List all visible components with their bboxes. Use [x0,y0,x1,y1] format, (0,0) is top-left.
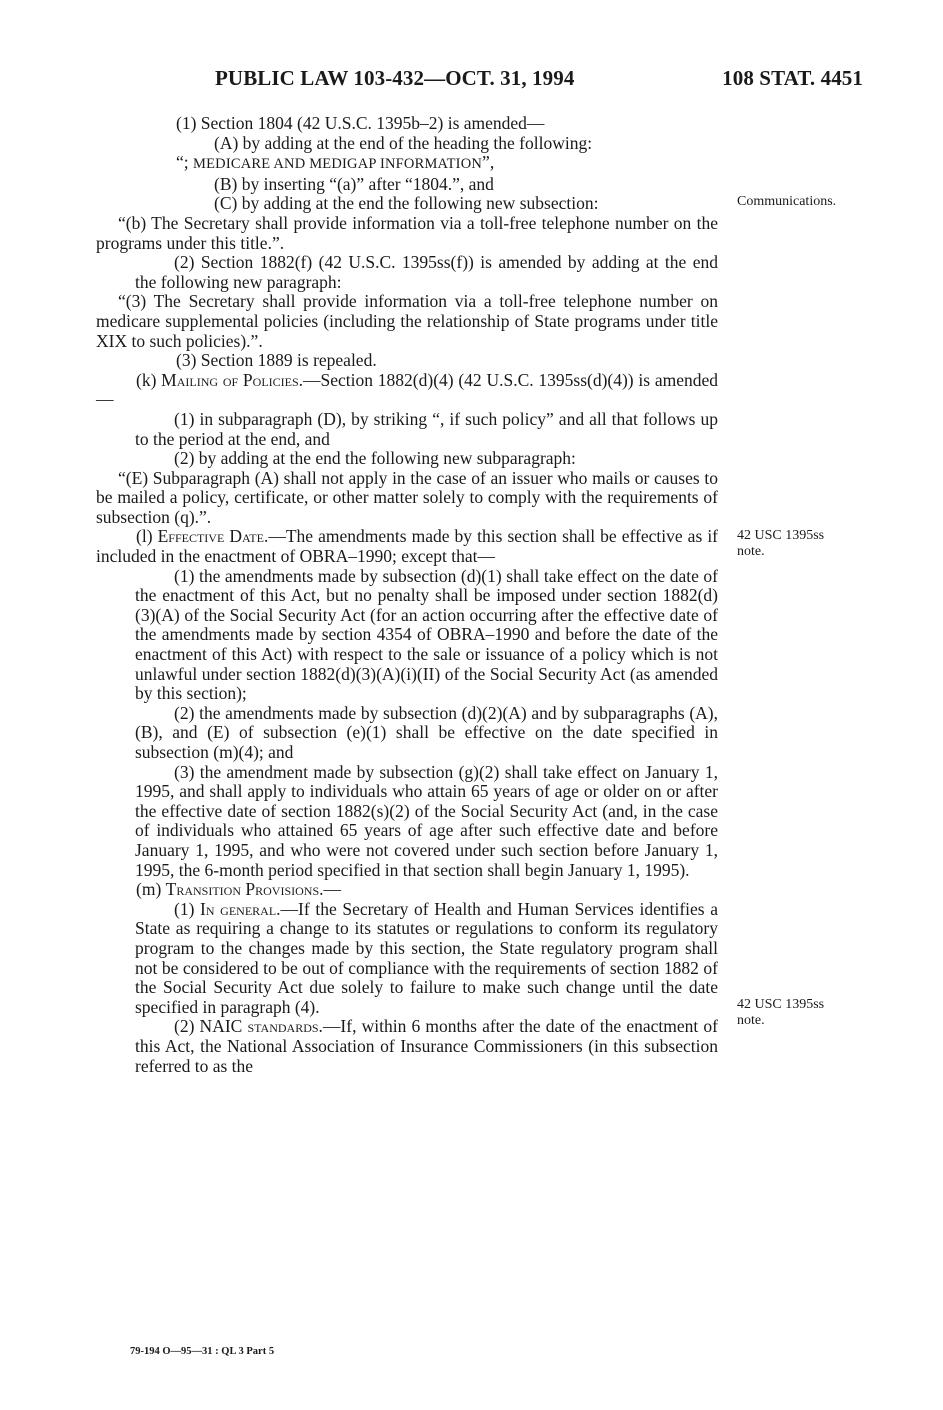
paragraph: (C) by adding at the end the following new subsection: [214,193,599,214]
margin-note: 42 USC 1395ss note. [737,528,825,559]
paragraph: (k) Mailing of Policies.—Section 1882(d)(4) (42 U.S.C. 1395ss(d)(4)) is amended— [96,369,718,410]
section-heading: Mailing of Policies [161,369,299,390]
margin-note: Communications. [737,194,837,209]
paragraph: “(3) The Secretary shall provide information via a toll-free telephone number on medicare supplemental policies (including the relationship of State programs under title XIX to such policies).”. [96,291,718,351]
paragraph: (1) the amendments made by subsection (d)(1) shall take effect on the date of the enactment of this Act, but no penalty shall be imposed under section 1882(d)(3)(A) of the Social Security Act (for an action occurring after the effective date of the amendments made by section 4354 of OBRA–1990 and before the date of the enactment of this Act) with respect to the sale or issuance of a policy which is not unlawful under section 1882(d)(3)(A)(i)(II) of the Social Security Act (as amended by this section); [135,565,718,704]
paragraph: (1) In general.—If the Secretary of Health and Human Services identifies a State as requiring a change to its statutes or regulations to conform its regulatory program to the changes made by this section, the State regulatory program shall not be considered to be out of compliance with the requirements of section 1882 of the Social Security Act due solely to failure to make such change until the date specified in paragraph (4). [135,898,718,1017]
margin-note: 42 USC 1395ss note. [737,997,825,1028]
section-heading: standards [247,1016,319,1037]
paragraph: (l) Effective Date.—The amendments made by this section shall be effective as if included in the enactment of OBRA–1990; except that— [96,526,719,567]
paragraph: (2) by adding at the end the following new subparagraph: [174,448,576,469]
paragraph: (2) NAIC standards.—If, within 6 months after the date of the enactment of this Act, the National Association of Insurance Commissioners (in this subsection referred to as the [135,1016,718,1076]
paragraph: “; MEDICARE AND MEDIGAP INFORMATION”, [176,152,495,173]
header-stat-page: 108 STAT. 4451 [722,66,863,90]
paragraph: (2) Section 1882(f) (42 U.S.C. 1395ss(f)) is amended by adding at the end the following new paragraph: [135,252,718,292]
paragraph: (3) Section 1889 is repealed. [176,350,377,371]
section-heading: Transition Provisions [165,879,320,900]
paragraph: (1) Section 1804 (42 U.S.C. 1395b–2) is amended— [176,113,545,133]
paragraph: (B) by inserting “(a)” after “1804.”, and [214,173,494,194]
paragraph: “(E) Subparagraph (A) shall not apply in the case of an issuer who mails or causes to be mailed a policy, certificate, or other matter solely to comply with the requirements of subsection (q).”. [96,467,718,527]
paragraph: (m) Transition Provisions.— [136,879,342,900]
statute-text [96,114,718,1076]
paragraph: (2) the amendments made by subsection (d)(2)(A) and by subparagraphs (A), (B), and (E) of subsection (e)(1) shall be effective on the date specified in subsection (m)(4); and [135,702,718,762]
section-heading: Effective Date [157,526,264,547]
header-title: PUBLIC LAW 103-432—OCT. 31, 1994 [215,66,575,90]
paragraph: (3) the amendment made by subsection (g)(2) shall take effect on January 1, 1995, and shall apply to individuals who attain 65 years of age or older on or after the effective date of section 1882(s)(2) of the Social Security Act (and, in the case of individuals who attained 65 years of age after such effective date and before January 1, 1995, and who were not covered under such section before January 1, 1995, the 6-month period specified in that section shall begin January 1, 1995). [135,761,718,880]
section-heading: In general [200,898,277,919]
paragraph: “(b) The Secretary shall provide information via a toll-free telephone number on the programs under this title.”. [96,212,718,253]
page-footer: 79-194 O—95—31 : QL 3 Part 5 [130,1346,275,1357]
heading-text: MEDICARE AND MEDIGAP INFORMATION [193,156,483,173]
paragraph: (1) in subparagraph (D), by striking “, if such policy” and all that follows up to the period at the end, and [135,408,718,449]
paragraph: (A) by adding at the end of the heading the following: [214,132,593,153]
